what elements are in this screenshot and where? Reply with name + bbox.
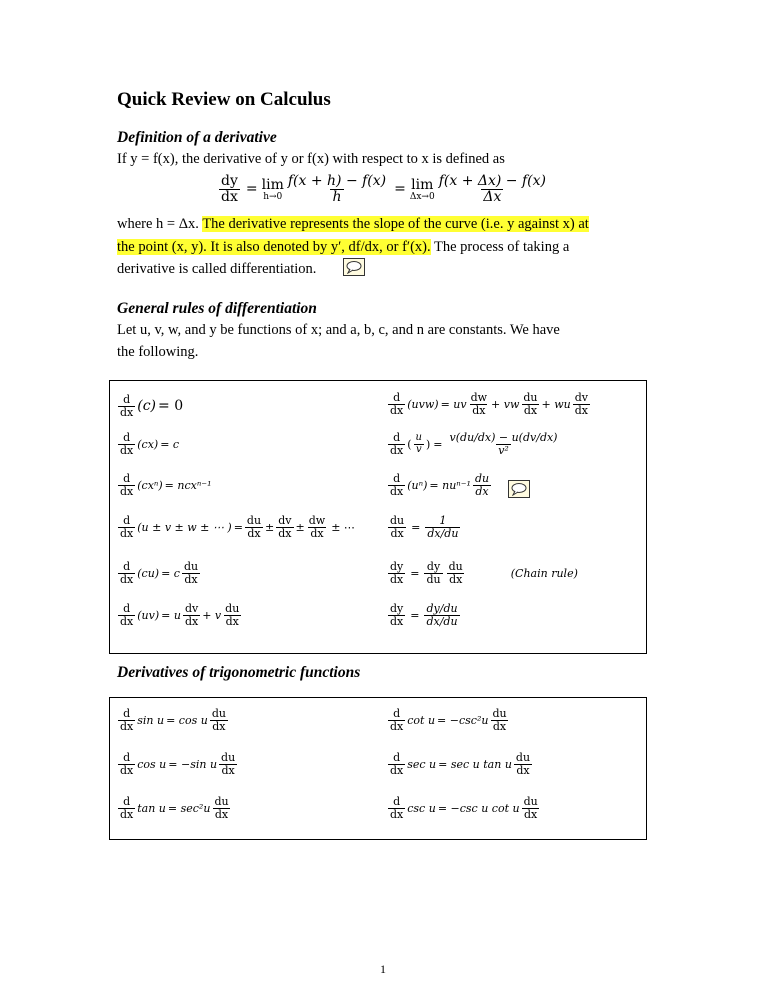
dy-numerator: dy <box>221 173 238 189</box>
trig-csc: $\frac{d}{dx}$ csc u = −csc u cot u $\frac{du}{dx}$ <box>390 795 538 821</box>
comment-icon[interactable] <box>343 258 365 276</box>
heading-trig: Derivatives of trigonometric functions <box>117 664 361 681</box>
chain-rule-note: (Chain rule) <box>510 566 578 580</box>
heading-definition: Definition of a derivative <box>117 129 277 146</box>
trig-tan: $\frac{d}{dx}$ tan u = sec²u $\frac{du}{dx}$ <box>120 795 229 821</box>
definition-line-3: derivative is called differentiation. <box>117 261 317 277</box>
limit-subscript: Δx→0 <box>409 191 435 202</box>
rule-constant: $\frac{d}{dx}$ (c) = 0 <box>120 393 184 419</box>
rule-product: $\frac{d}{dx}$ (uv) = u $\frac{dv}{dx}$ + v $\frac{du}{dx}$ <box>120 602 240 628</box>
equals-sign: = <box>394 181 406 198</box>
heading-general-rules: General rules of differentiation <box>117 300 317 317</box>
rule-parametric: $\frac{dy}{dx}$ = $\frac{dy/du}{dx/du}$ <box>390 602 458 628</box>
limit-operator: lim <box>411 176 434 193</box>
trig-cos: $\frac{d}{dx}$ cos u = −sin u $\frac{du}{dx}$ <box>120 751 236 777</box>
trig-sin: $\frac{d}{dx}$ sin u = cos u $\frac{du}{dx}$ <box>120 707 226 733</box>
limit-operator: lim <box>261 176 284 193</box>
rule-power-constant: $\frac{d}{dx}$ (cxⁿ) = ncxⁿ⁻¹ <box>120 472 212 498</box>
rule-power: $\frac{d}{dx}$ (uⁿ) = nuⁿ⁻¹ $\frac{du}{dx}$ <box>390 472 490 498</box>
rule-linear: $\frac{d}{dx}$ (cx) = c <box>120 431 180 457</box>
trig-sec: $\frac{d}{dx}$ sec u = sec u tan u $\frac{du}{dx}$ <box>390 751 531 777</box>
page-number: 1 <box>380 962 386 976</box>
difference-quotient-numerator: f(x + Δx) − f(x) <box>438 173 546 189</box>
rule-chain: $\frac{dy}{dx}$ = $\frac{dy}{du}$ $\frac{du}{dx}$ (Chain rule) <box>390 560 578 586</box>
rule-constant-multiple: $\frac{d}{dx}$ (cu) = c $\frac{du}{dx}$ <box>120 560 199 586</box>
rule-sum: $\frac{d}{dx}$ (u ± v ± w ± ⋯ ) = $\frac{du}{dx}$ ± $\frac{dv}{dx}$ ± $\frac{dw}{dx}$ ± ⋯ <box>120 514 355 540</box>
highlighted-text: the point (x, y). It is also denoted by y′, df/dx, or f′(x). <box>117 239 431 255</box>
comment-icon[interactable] <box>508 480 530 498</box>
rule-quotient: $\frac{d}{dx}$ ( $\frac{u}{v}$ ) = $\frac{v(du/dx) - u(dv/dx)}{\text{v²}}$ <box>390 431 558 457</box>
definition-line-2: the point (x, y). It is also denoted by y′, df/dx, or f′(x). The process of taking a <box>117 239 570 255</box>
equals-sign: = <box>245 181 258 198</box>
definition-intro: If y = f(x), the derivative of y or f(x) with respect to x is defined as <box>117 151 505 167</box>
difference-quotient-numerator: f(x + h) − f(x) <box>287 173 387 189</box>
rule-inverse: $\frac{du}{dx}$ = $\frac{1}{dx/du}$ <box>390 514 459 540</box>
definition-line-1: where h = Δx. The derivative represents the slope of the curve (i.e. y against x) at <box>117 216 589 232</box>
rules-intro-line-2: the following. <box>117 344 199 360</box>
limit-subscript: h→0 <box>263 191 283 202</box>
trig-cot: $\frac{d}{dx}$ cot u = −csc²u $\frac{du}{dx}$ <box>390 707 507 733</box>
derivative-definition-formula <box>217 174 550 204</box>
highlighted-text: The derivative represents the slope of the curve (i.e. y against x) at <box>202 216 589 232</box>
difference-quotient-denominator: Δx <box>483 188 502 205</box>
rule-triple-product: $\frac{d}{dx}$ (uvw) = uv $\frac{dw}{dx}$ + vw $\frac{du}{dx}$ + wu $\frac{dv}{dx}$ <box>390 391 589 417</box>
rules-intro-line-1: Let u, v, w, and y be functions of x; and a, b, c, and n are constants. We have <box>117 322 560 338</box>
page-title: Quick Review on Calculus <box>117 89 331 110</box>
dx-denominator: dx <box>221 188 238 205</box>
difference-quotient-denominator: h <box>332 188 342 205</box>
